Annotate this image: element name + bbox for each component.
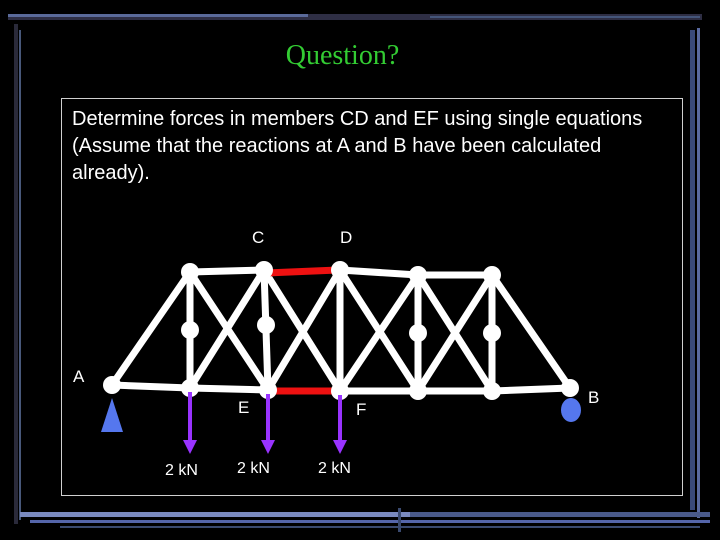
label-a: A <box>73 367 85 386</box>
label-e: E <box>238 398 250 417</box>
load-label-1: 2 kN <box>165 462 198 479</box>
member-cd <box>266 270 338 273</box>
pin-support-a <box>101 398 123 432</box>
roller-support-b <box>561 398 581 422</box>
question-text: Determine forces in members CD and EF using single equations (Assume that the reactions at A and B have been calculated already). <box>72 108 643 184</box>
load-label-2: 2 kN <box>237 460 270 477</box>
slide-title: Question? <box>285 40 400 71</box>
label-b: B <box>588 388 600 407</box>
label-f: F <box>356 400 367 419</box>
label-d: D <box>340 228 353 247</box>
load-arrows <box>183 392 347 454</box>
load-label-3: 2 kN <box>318 460 351 477</box>
label-c: C <box>252 228 265 247</box>
truss-members <box>112 270 570 391</box>
